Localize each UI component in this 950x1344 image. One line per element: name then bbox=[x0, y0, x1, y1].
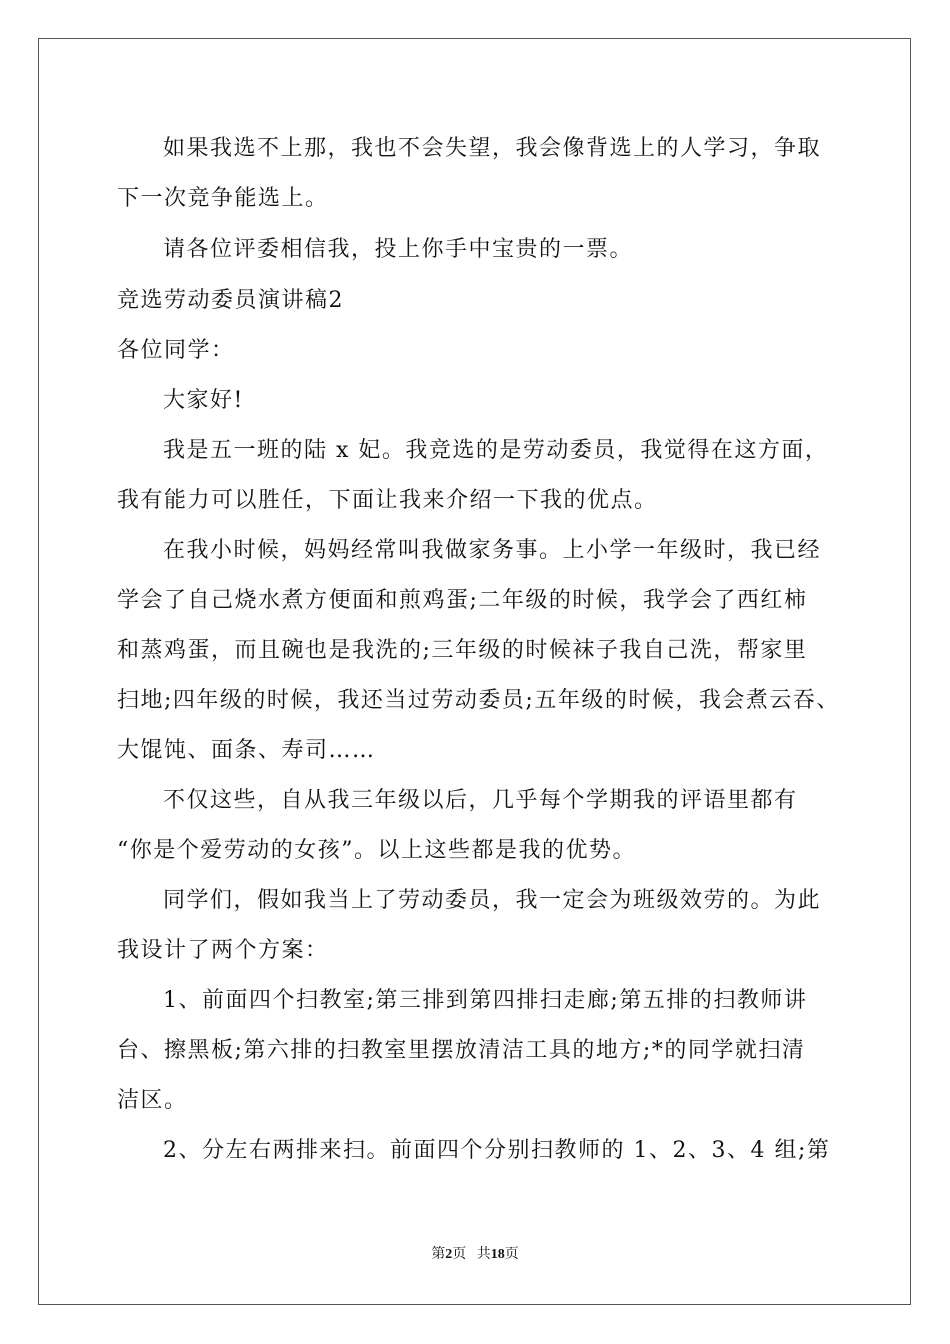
paragraph-line: 我是五一班的陆 x 妃。我竞选的是劳动委员，我觉得在这方面， bbox=[163, 438, 829, 463]
greeting-line: 大家好! bbox=[163, 388, 244, 413]
footer-page-suffix: 页 bbox=[452, 1247, 467, 1262]
footer-page-number: 2 bbox=[445, 1247, 453, 1262]
list-item-line: 1、前面四个扫教室;第三排到第四排扫走廊;第五排的扫教师讲 bbox=[163, 988, 808, 1013]
paragraph-line: 大馄饨、面条、寿司…… bbox=[117, 738, 376, 763]
paragraph-line: 如果我选不上那，我也不会失望，我会像背选上的人学习，争取 bbox=[163, 136, 822, 161]
paragraph-line: 我有能力可以胜任，下面让我来介绍一下我的优点。 bbox=[117, 488, 658, 513]
page-footer bbox=[0, 1246, 950, 1264]
paragraph-line: 我设计了两个方案： bbox=[117, 938, 329, 963]
footer-total-pages: 18 bbox=[490, 1247, 505, 1262]
list-item-line: 洁区。 bbox=[117, 1088, 188, 1113]
paragraph-line: “你是个爱劳动的女孩”。以上这些都是我的优势。 bbox=[117, 838, 636, 863]
paragraph-line: 请各位评委相信我，投上你手中宝贵的一票。 bbox=[163, 237, 634, 262]
list-item-line: 2、分左右两排来扫。前面四个分别扫教师的 1、2、3、4 组;第 bbox=[163, 1138, 831, 1163]
footer-page-prefix: 第 bbox=[431, 1247, 446, 1262]
paragraph-line: 和蒸鸡蛋，而且碗也是我洗的;三年级的时候袜子我自己洗，帮家里 bbox=[117, 638, 808, 663]
paragraph-line: 扫地;四年级的时候，我还当过劳动委员;五年级的时候，我会煮云吞、 bbox=[117, 688, 840, 713]
paragraph-line: 同学们，假如我当上了劳动委员，我一定会为班级效劳的。为此 bbox=[163, 888, 822, 913]
list-item-line: 台、擦黑板;第六排的扫教室里摆放清洁工具的地方;*的同学就扫清 bbox=[117, 1038, 806, 1063]
section-heading: 竞选劳动委员演讲稿2 bbox=[117, 288, 344, 313]
footer-total-suffix: 页 bbox=[504, 1247, 519, 1262]
paragraph-line: 在我小时候，妈妈经常叫我做家务事。上小学一年级时，我已经 bbox=[163, 538, 822, 563]
paragraph-line: 学会了自己烧水煮方便面和煎鸡蛋;二年级的时候，我学会了西红柿 bbox=[117, 588, 808, 613]
salutation-line: 各位同学： bbox=[117, 338, 235, 363]
paragraph-line: 不仅这些，自从我三年级以后，几乎每个学期我的评语里都有 bbox=[163, 788, 798, 813]
paragraph-line: 下一次竞争能选上。 bbox=[117, 186, 329, 211]
footer-total-prefix: 共 bbox=[476, 1247, 491, 1262]
